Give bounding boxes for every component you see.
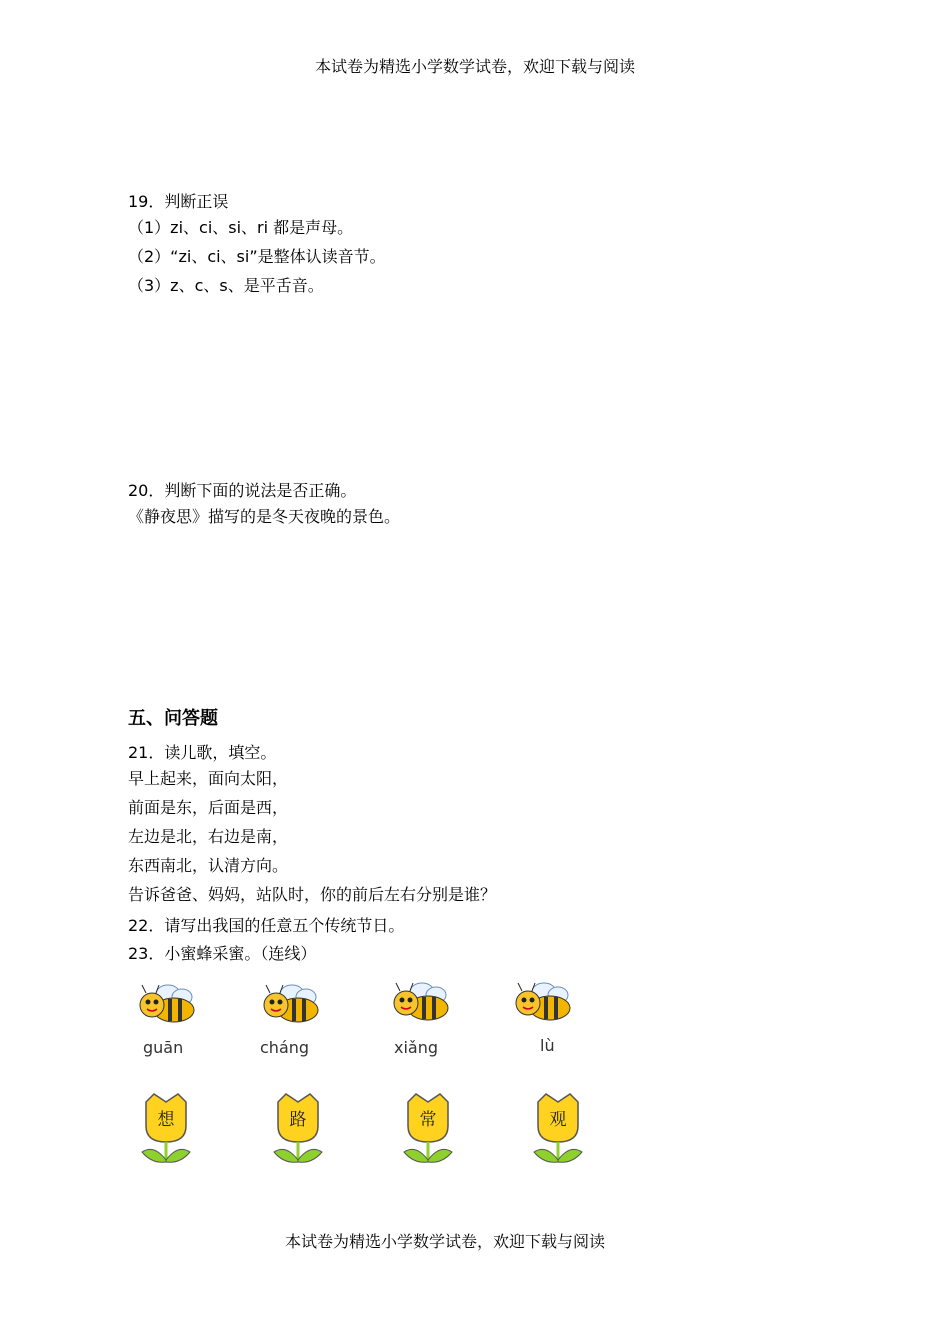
bee-pinyin: lù [540,1036,555,1055]
flower-character: 常 [419,1110,437,1130]
q21-line-4: 东西南北，认清方向。 [128,856,289,875]
bee-icon[interactable] [132,980,198,1030]
bee-icon[interactable] [508,978,574,1028]
q23-title: 23．小蜜蜂采蜜。（连线） [128,944,317,963]
q21-title: 21．读儿歌，填空。 [128,743,277,762]
section-title: 五、问答题 [128,708,218,729]
page-footer: 本试卷为精选小学数学试卷，欢迎下载与阅读 [284,1232,605,1251]
q20-title: 20．判断下面的说法是否正确。 [128,481,357,500]
q19-item-1: （1）zi、ci、si、ri 都是声母。 [128,218,354,237]
q20-text: 《静夜思》描写的是冬天夜晚的景色。 [128,507,401,526]
bee-pinyin: xiǎng [394,1038,439,1057]
bee-icon[interactable] [256,980,322,1030]
page-header: 本试卷为精选小学数学试卷，欢迎下载与阅读 [314,57,635,76]
q21-line-5: 告诉爸爸、妈妈，站队时，你的前后左右分别是谁？ [128,885,497,904]
flower-character: 路 [289,1110,307,1130]
q21-line-3: 左边是北，右边是南， [128,827,289,846]
q22-title: 22．请写出我国的任意五个传统节日。 [128,916,405,935]
q19-item-3: （3）z、c、s、是平舌音。 [128,276,324,295]
q19-item-2: （2）“zi、ci、si”是整体认读音节。 [128,247,386,266]
flower-character: 观 [549,1110,567,1130]
flower-character: 想 [157,1110,175,1130]
q21-line-1: 早上起来，面向太阳， [128,769,289,788]
bee-pinyin: guān [143,1038,184,1057]
bee-pinyin: cháng [260,1038,310,1057]
q19-title: 19．判断正误 [128,192,229,211]
bee-icon[interactable] [386,978,452,1028]
q21-line-2: 前面是东，后面是西， [128,798,289,817]
